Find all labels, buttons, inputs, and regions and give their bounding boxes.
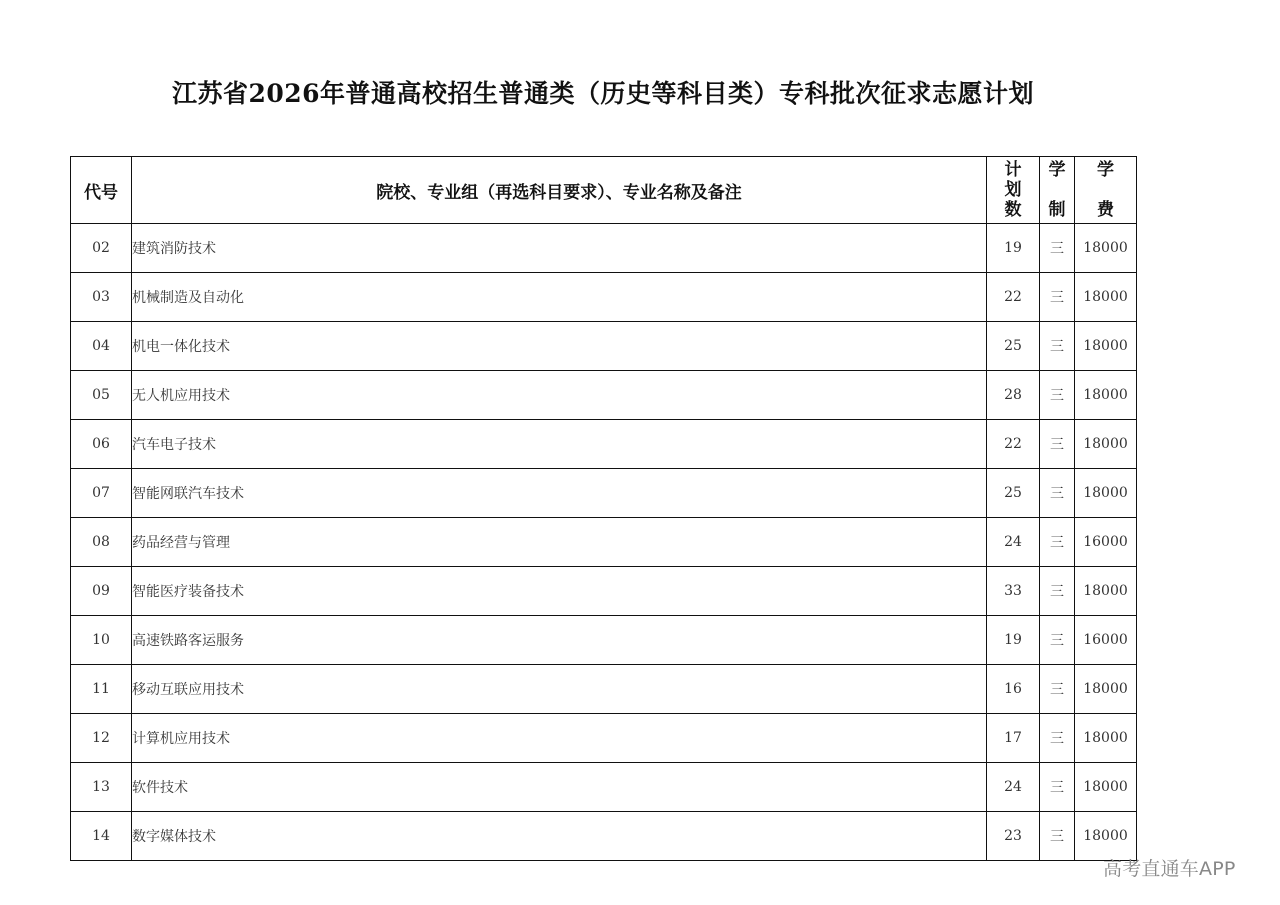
cell-plan-count: 19: [987, 616, 1040, 665]
enrollment-plan-table: [70, 156, 1137, 861]
table-row: [71, 616, 1137, 665]
header-fee-char: 费: [1097, 200, 1114, 220]
cell-code: 12: [71, 714, 132, 763]
cell-code: 02: [71, 224, 132, 273]
cell-fee: 18000: [1075, 665, 1137, 714]
table-row: [71, 371, 1137, 420]
cell-duration: 三: [1040, 518, 1075, 567]
header-duration-char: 学: [1048, 160, 1066, 180]
cell-plan-count: 19: [987, 224, 1040, 273]
cell-major-name: 数字媒体技术: [132, 812, 987, 861]
table-row: [71, 763, 1137, 812]
cell-fee: 18000: [1075, 567, 1137, 616]
cell-major-name: 药品经营与管理: [132, 518, 987, 567]
cell-plan-count: 16: [987, 665, 1040, 714]
cell-major-name: 智能医疗装备技术: [132, 567, 987, 616]
table-row: [71, 665, 1137, 714]
header-plan-count: [987, 157, 1040, 224]
cell-major-name: 移动互联应用技术: [132, 665, 987, 714]
cell-major-name: 软件技术: [132, 763, 987, 812]
header-plan-count-char: 数: [1004, 200, 1022, 220]
cell-code: 06: [71, 420, 132, 469]
header-fee: [1075, 157, 1137, 224]
cell-plan-count: 22: [987, 420, 1040, 469]
cell-code: 07: [71, 469, 132, 518]
cell-code: 08: [71, 518, 132, 567]
cell-duration: 三: [1040, 273, 1075, 322]
cell-major-name: 汽车电子技术: [132, 420, 987, 469]
header-plan-count-char: 划: [1004, 180, 1022, 200]
cell-fee: 18000: [1075, 469, 1137, 518]
cell-plan-count: 28: [987, 371, 1040, 420]
table-row: [71, 714, 1137, 763]
cell-plan-count: 25: [987, 322, 1040, 371]
cell-fee: 18000: [1075, 763, 1137, 812]
cell-duration: 三: [1040, 714, 1075, 763]
cell-code: 05: [71, 371, 132, 420]
table-row: [71, 322, 1137, 371]
table-row: [71, 812, 1137, 861]
cell-fee: 18000: [1075, 322, 1137, 371]
page-title: 江苏省2026年普通高校招生普通类（历史等科目类）专科批次征求志愿计划: [171, 79, 1035, 108]
cell-plan-count: 24: [987, 763, 1040, 812]
table-header-row: [71, 157, 1137, 224]
cell-duration: 三: [1040, 812, 1075, 861]
cell-plan-count: 25: [987, 469, 1040, 518]
cell-code: 13: [71, 763, 132, 812]
cell-code: 04: [71, 322, 132, 371]
header-plan-count-char: 计: [1004, 160, 1022, 180]
cell-major-name: 智能网联汽车技术: [132, 469, 987, 518]
cell-major-name: 机电一体化技术: [132, 322, 987, 371]
table-row: [71, 420, 1137, 469]
cell-fee: 18000: [1075, 273, 1137, 322]
cell-code: 10: [71, 616, 132, 665]
table-row: [71, 224, 1137, 273]
cell-major-name: 高速铁路客运服务: [132, 616, 987, 665]
cell-fee: 18000: [1075, 812, 1137, 861]
cell-fee: 18000: [1075, 420, 1137, 469]
cell-code: 11: [71, 665, 132, 714]
cell-major-name: 无人机应用技术: [132, 371, 987, 420]
cell-fee: 16000: [1075, 518, 1137, 567]
cell-plan-count: 23: [987, 812, 1040, 861]
table-row: [71, 469, 1137, 518]
table-body: [71, 224, 1137, 861]
cell-duration: 三: [1040, 616, 1075, 665]
cell-plan-count: 17: [987, 714, 1040, 763]
cell-code: 03: [71, 273, 132, 322]
header-duration: [1040, 157, 1075, 224]
cell-fee: 18000: [1075, 714, 1137, 763]
cell-fee: 16000: [1075, 616, 1137, 665]
header-name: 院校、专业组（再选科目要求）、专业名称及备注: [132, 157, 987, 224]
cell-major-name: 机械制造及自动化: [132, 273, 987, 322]
cell-duration: 三: [1040, 420, 1075, 469]
cell-code: 09: [71, 567, 132, 616]
table-row: [71, 567, 1137, 616]
cell-plan-count: 22: [987, 273, 1040, 322]
cell-plan-count: 24: [987, 518, 1040, 567]
cell-duration: 三: [1040, 665, 1075, 714]
cell-duration: 三: [1040, 322, 1075, 371]
cell-duration: 三: [1040, 763, 1075, 812]
cell-plan-count: 33: [987, 567, 1040, 616]
cell-duration: 三: [1040, 224, 1075, 273]
table-row: [71, 518, 1137, 567]
cell-major-name: 建筑消防技术: [132, 224, 987, 273]
header-code: 代号: [71, 157, 132, 224]
cell-duration: 三: [1040, 567, 1075, 616]
header-fee-char: 学: [1097, 160, 1114, 180]
cell-duration: 三: [1040, 469, 1075, 518]
cell-major-name: 计算机应用技术: [132, 714, 987, 763]
cell-duration: 三: [1040, 371, 1075, 420]
cell-fee: 18000: [1075, 224, 1137, 273]
cell-code: 14: [71, 812, 132, 861]
watermark: 高考直通车APP: [1103, 858, 1236, 880]
cell-fee: 18000: [1075, 371, 1137, 420]
header-duration-char: 制: [1048, 200, 1066, 220]
table-row: [71, 273, 1137, 322]
